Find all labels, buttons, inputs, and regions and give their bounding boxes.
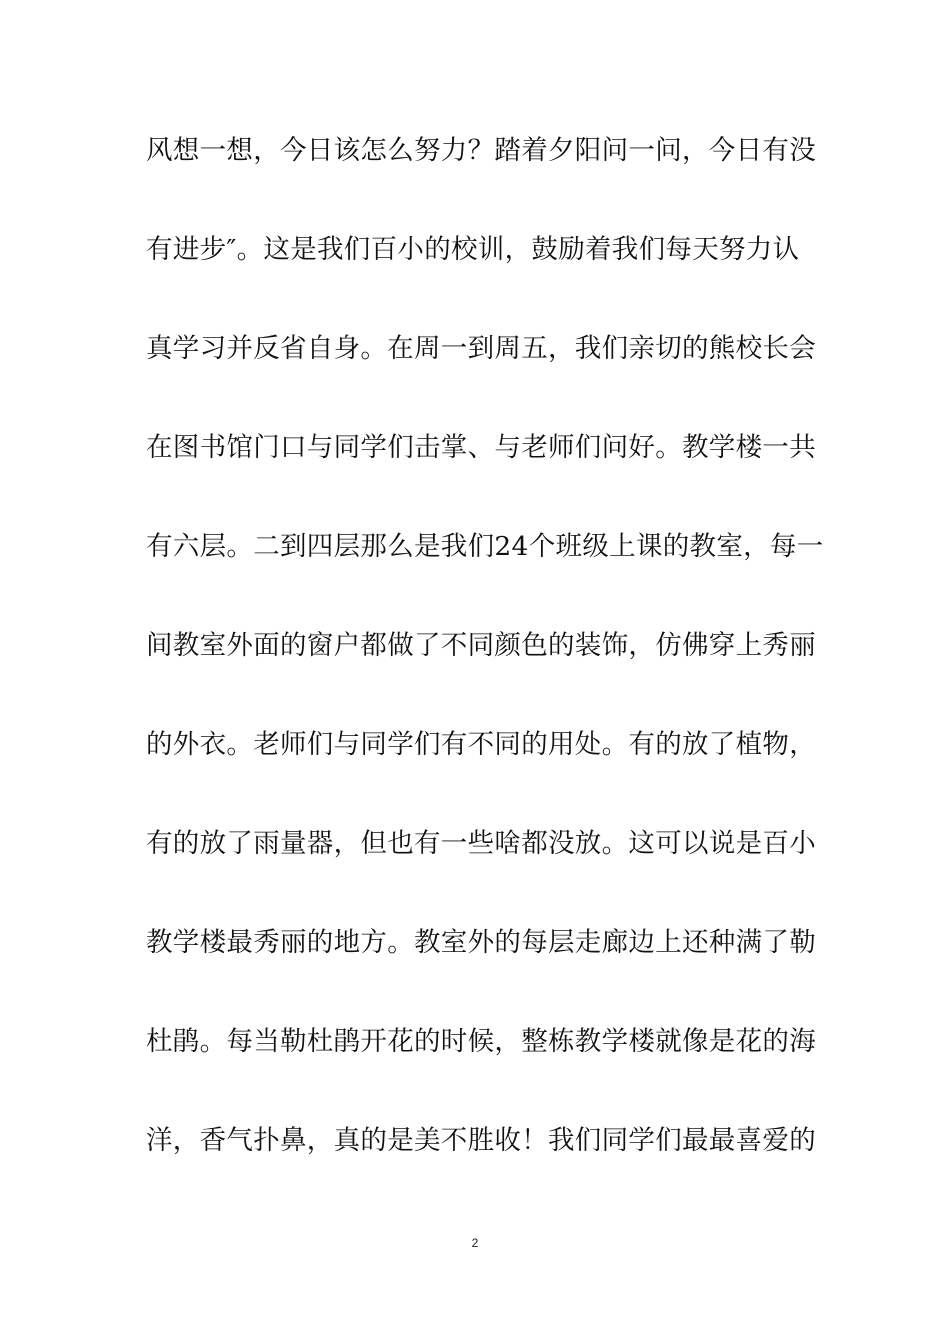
- text-line: 的外衣。老师们与同学们有不同的用处。有的放了植物，: [146, 729, 816, 760]
- text-line: 洋，香气扑鼻，真的是美不胜收！我们同学们最最喜爱的: [146, 1125, 816, 1156]
- text-line: 杜鹃。每当勒杜鹃开花的时候，整栋教学楼就像是花的海: [146, 1026, 816, 1057]
- text-line: 教学楼最秀丽的地方。教室外的每层走廊边上还种满了勒: [146, 927, 816, 958]
- text-line: 风想一想，今日该怎么努力？踏着夕阳问一问，今日有没: [146, 135, 816, 166]
- text-line: 间教室外面的窗户都做了不同颜色的装饰，仿佛穿上秀丽: [146, 630, 816, 661]
- text-line: 在图书馆门口与同学们击掌、与老师们问好。教学楼一共: [146, 432, 816, 463]
- text-line: 有进步″。这是我们百小的校训，鼓励着我们每天努力认: [146, 234, 800, 265]
- text-line: 真学习并反省自身。在周一到周五，我们亲切的熊校长会: [146, 333, 816, 364]
- text-line: 有的放了雨量器，但也有一些啥都没放。这可以说是百小: [146, 828, 816, 859]
- page-number: 2: [471, 1236, 479, 1250]
- text-line: 有六层。二到四层那么是我们24个班级上课的教室，每一: [146, 531, 824, 562]
